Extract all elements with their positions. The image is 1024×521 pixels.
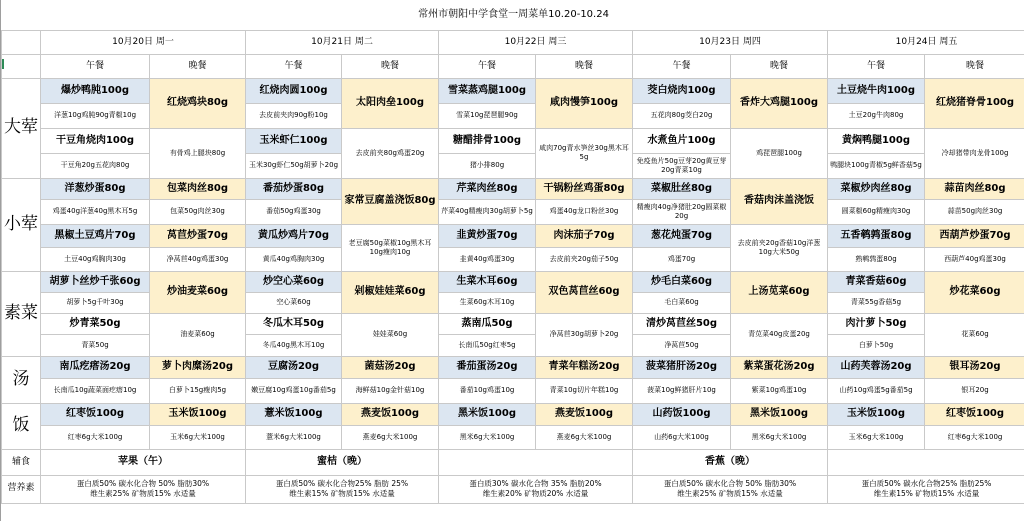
nutrition-line: 蛋白质50% 碳水化合物 50% 脂肪30% <box>663 479 797 489</box>
meal-lunch-fri: 午餐 <box>828 54 925 78</box>
ingredients: 冷却猪带肉龙骨100g <box>925 128 1024 178</box>
day-header-tue: 10月21日 周二 <box>246 30 439 54</box>
dish-name: 炒花菜60g <box>925 271 1024 313</box>
meal-dinner-wed: 晚餐 <box>536 54 633 78</box>
nutrition-mon <box>41 475 246 503</box>
ingredients: 海鲜菇10g金针菇10g <box>342 378 439 403</box>
ingredients: 花菜60g <box>925 313 1024 356</box>
nutrition-line: 蛋白质30% 碳水化合物 35% 脂肪20% <box>469 479 602 489</box>
dish-name: 菜椒炒肉丝80g <box>828 178 925 199</box>
category-rice: 饭 <box>2 403 41 449</box>
ingredients: 白萝卜15g瘦肉5g <box>150 378 246 403</box>
side-mon: 苹果（午） <box>41 449 246 475</box>
ingredients: 油麦菜60g <box>150 313 246 356</box>
dish-name: 山药饭100g <box>633 403 731 425</box>
ingredients: 西葫芦40g鸡蛋30g <box>925 247 1024 271</box>
dish-name: 冬瓜木耳50g <box>246 313 342 334</box>
ingredients: 山药10g鸡蛋5g番茄5g <box>828 378 925 403</box>
side-wed <box>439 449 633 475</box>
dish-name: 红烧鸡块80g <box>150 78 246 128</box>
dish-name: 菌菇汤20g <box>342 356 439 378</box>
dish-name: 紫菜蛋花汤20g <box>731 356 828 378</box>
ingredients: 五花肉80g茭白20g <box>633 103 731 128</box>
ingredients: 精瘦肉40g净猪肚20g圆菜椒20g <box>633 199 731 224</box>
dish-name: 番茄炒蛋80g <box>246 178 342 199</box>
dish-name: 生菜木耳60g <box>439 271 536 292</box>
dish-name: 银耳汤20g <box>925 356 1024 378</box>
nutrition-wed <box>439 475 633 503</box>
dish-name: 燕麦饭100g <box>536 403 633 425</box>
ingredients: 鸡蛋40g洋葱40g黑木耳5g <box>41 199 150 224</box>
ingredients: 红枣6g大米100g <box>925 425 1024 449</box>
category-small: 小荤 <box>2 178 41 271</box>
dish-name: 太阳肉垒100g <box>342 78 439 128</box>
ingredients: 黑米6g大米100g <box>731 425 828 449</box>
ingredients: 圆菜椒60g精瘦肉30g <box>828 199 925 224</box>
ingredients: 玉米6g大米100g <box>150 425 246 449</box>
meal-lunch-tue: 午餐 <box>246 54 342 78</box>
dish-name: 菜椒肚丝80g <box>633 178 731 199</box>
dish-name: 爆炒鸭肫100g <box>41 78 150 103</box>
dish-name: 洋葱炒蛋80g <box>41 178 150 199</box>
ingredients: 青菜10g切片年糕10g <box>536 378 633 403</box>
dish-name: 薏米饭100g <box>246 403 342 425</box>
day-header-fri: 10月24日 周五 <box>828 30 1024 54</box>
ingredients: 薏米6g大米100g <box>246 425 342 449</box>
dish-name: 红枣饭100g <box>925 403 1024 425</box>
dish-name: 炒油麦菜60g <box>150 271 246 313</box>
ingredients: 空心菜60g <box>246 292 342 313</box>
ingredients: 玉米30g虾仁50g胡萝卜20g <box>246 153 342 178</box>
nutrition-line: 蛋白质50% 碳水化合物 50% 脂肪30% <box>76 479 210 489</box>
dish-name: 南瓜疙瘩汤20g <box>41 356 150 378</box>
ingredients: 玉米6g大米100g <box>828 425 925 449</box>
weekly-menu-table <box>1 0 1024 504</box>
ingredients: 青菜50g <box>41 334 150 356</box>
ingredients: 韭黄40g鸡蛋30g <box>439 247 536 271</box>
dish-name: 菠菜猪肝汤20g <box>633 356 731 378</box>
dish-name: 香炸大鸡腿100g <box>731 78 828 128</box>
ingredients: 青菜55g香菇5g <box>828 292 925 313</box>
dish-name: 黑米饭100g <box>731 403 828 425</box>
dish-name: 咸肉慢笋100g <box>536 78 633 128</box>
ingredients: 去皮前夹80g鸡蛋20g <box>342 128 439 178</box>
dish-name: 香菇肉沫盖浇饭 <box>731 178 828 224</box>
ingredients: 去皮前夹肉90g粉10g <box>246 103 342 128</box>
meal-dinner-thu: 晚餐 <box>731 54 828 78</box>
dish-name: 黄瓜炒鸡片70g <box>246 224 342 247</box>
meal-dinner-tue: 晚餐 <box>342 54 439 78</box>
nutrition-line: 蛋白质50% 碳水化合物25% 脂肪25% <box>861 479 992 489</box>
ingredients: 菠菜10g鲜猪肝片10g <box>633 378 731 403</box>
corner-cell <box>2 54 41 78</box>
dish-name: 莴苣炒蛋70g <box>150 224 246 247</box>
dish-name: 黑椒土豆鸡片70g <box>41 224 150 247</box>
meal-lunch-thu: 午餐 <box>633 54 731 78</box>
dish-name: 家常豆腐盖浇饭80g <box>342 178 439 224</box>
ingredients: 鸭腿块100g青椒5g鲜香菇5g <box>828 153 925 178</box>
ingredients: 红枣6g大米100g <box>41 425 150 449</box>
category-side: 辅食 <box>2 449 41 475</box>
ingredients: 芹菜40g精瘦肉30g胡萝卜5g <box>439 199 536 224</box>
nutrition-line: 维生素25% 矿物质15% 水适量 <box>90 489 196 498</box>
nutrition-line: 维生素20% 矿物质20% 水适量 <box>482 489 589 498</box>
dish-name: 清炒莴苣丝50g <box>633 313 731 334</box>
dish-name: 干豆角烧肉100g <box>41 128 150 153</box>
ingredients: 雪菜10g琵琶腿90g <box>439 103 536 128</box>
dish-name: 西葫芦炒蛋70g <box>925 224 1024 247</box>
dish-name: 双色莴苣丝60g <box>536 271 633 313</box>
dish-name: 红烧猪脊骨100g <box>925 78 1024 128</box>
ingredients: 干豆角20g五花肉80g <box>41 153 150 178</box>
dish-name: 干锅粉丝鸡蛋80g <box>536 178 633 199</box>
dish-name: 燕麦饭100g <box>342 403 439 425</box>
meal-lunch-mon: 午餐 <box>41 54 150 78</box>
dish-name: 茭白烧肉100g <box>633 78 731 103</box>
side-fri <box>828 449 1024 475</box>
dish-name: 红烧肉圆100g <box>246 78 342 103</box>
ingredients: 黄瓜40g鸡胸肉30g <box>246 247 342 271</box>
ingredients: 蒜苗50g肉丝30g <box>925 199 1024 224</box>
dish-name: 豆腐汤20g <box>246 356 342 378</box>
ingredients: 青苋菜40g皮蛋20g <box>731 313 828 356</box>
ingredients: 老豆腐50g菜椒10g黑木耳10g瘦肉10g <box>342 224 439 271</box>
ingredients: 猪小排80g <box>439 153 536 178</box>
ingredients: 鸡蛋40g龙口粉丝30g <box>536 199 633 224</box>
day-header-mon: 10月20日 周一 <box>41 30 246 54</box>
ingredients: 包菜50g肉丝30g <box>150 199 246 224</box>
dish-name: 肉沫茄子70g <box>536 224 633 247</box>
meal-dinner-mon: 晚餐 <box>150 54 246 78</box>
ingredients: 燕麦6g大米100g <box>342 425 439 449</box>
ingredients: 山药6g大米100g <box>633 425 731 449</box>
dish-name: 韭黄炒蛋70g <box>439 224 536 247</box>
dish-name: 葱花炖蛋70g <box>633 224 731 247</box>
nutrition-line: 维生素15% 矿物质15% 水适量 <box>873 489 980 498</box>
ingredients: 冬瓜40g黑木耳10g <box>246 334 342 356</box>
category-big: 大荤 <box>2 78 41 178</box>
ingredients: 净莴苣50g <box>633 334 731 356</box>
ingredients: 胡萝卜5g千叶30g <box>41 292 150 313</box>
dish-name: 番茄蛋汤20g <box>439 356 536 378</box>
dish-name: 水煮鱼片100g <box>633 128 731 153</box>
dish-name: 糖醋排骨100g <box>439 128 536 153</box>
dish-name: 蒸南瓜50g <box>439 313 536 334</box>
ingredients: 番茄10g鸡蛋10g <box>439 378 536 403</box>
ingredients: 黑米6g大米100g <box>439 425 536 449</box>
ingredients: 毛白菜60g <box>633 292 731 313</box>
dish-name: 萝卜肉糜汤20g <box>150 356 246 378</box>
ingredients: 嫩豆腐10g鸡蛋10g番茄5g <box>246 378 342 403</box>
ingredients: 去皮前夹20g茄子50g <box>536 247 633 271</box>
dish-name: 山药芙蓉汤20g <box>828 356 925 378</box>
ingredients: 银耳20g <box>925 378 1024 403</box>
nutrition-line: 维生素25% 矿物质15% 水适量 <box>677 489 783 498</box>
ingredients: 长南瓜10g蔬菜面疙瘩10g <box>41 378 150 403</box>
dish-name: 蒜苗肉丝80g <box>925 178 1024 199</box>
dish-name: 黄焖鸭腿100g <box>828 128 925 153</box>
ingredients: 紫菜10g鸡蛋10g <box>731 378 828 403</box>
meal-dinner-fri: 晚餐 <box>925 54 1024 78</box>
ingredients: 鸡蛋70g <box>633 247 731 271</box>
page-title: 常州市朝阳中学食堂一周菜单10.20-10.24 <box>418 9 609 20</box>
day-header-wed: 10月22日 周三 <box>439 30 633 54</box>
ingredients: 净莴苣40g鸡蛋30g <box>150 247 246 271</box>
ingredients: 鸡琵琶腿100g <box>731 128 828 178</box>
ingredients: 土豆40g鸡胸肉30g <box>41 247 150 271</box>
ingredients: 净莴苣30g胡萝卜20g <box>536 313 633 356</box>
dish-name: 土豆烧牛肉100g <box>828 78 925 103</box>
nutrition-thu <box>633 475 828 503</box>
day-header-thu: 10月23日 周四 <box>633 30 828 54</box>
ingredients: 燕麦6g大米100g <box>536 425 633 449</box>
ingredients: 咸肉70g青水笋丝30g黑木耳5g <box>536 128 633 178</box>
dish-name: 上汤苋菜60g <box>731 271 828 313</box>
ingredients: 有骨鸡上腿块80g <box>150 128 246 178</box>
dish-name: 青菜年糕汤20g <box>536 356 633 378</box>
dish-name: 玉米饭100g <box>828 403 925 425</box>
dish-name: 雪菜蒸鸡腿100g <box>439 78 536 103</box>
ingredients: 白萝卜50g <box>828 334 925 356</box>
nutrition-tue <box>246 475 439 503</box>
dish-name: 炒空心菜60g <box>246 271 342 292</box>
ingredients: 生菜60g木耳10g <box>439 292 536 313</box>
ingredients: 番茄50g鸡蛋30g <box>246 199 342 224</box>
corner-cell <box>2 30 41 54</box>
dish-name: 红枣饭100g <box>41 403 150 425</box>
dish-name: 剁椒娃娃菜60g <box>342 271 439 313</box>
dish-name: 包菜肉丝80g <box>150 178 246 199</box>
dish-name: 青菜香菇60g <box>828 271 925 292</box>
side-tue: 蜜桔（晚） <box>246 449 439 475</box>
category-soup: 汤 <box>2 356 41 403</box>
ingredients: 熟鹌鹑蛋80g <box>828 247 925 271</box>
nutrition-line: 蛋白质50% 碳水化合物25% 脂肪 25% <box>275 479 409 489</box>
ingredients: 娃娃菜60g <box>342 313 439 356</box>
nutrition-line: 维生素15% 矿物质15% 水适量 <box>289 489 395 498</box>
category-nutrition: 营养素 <box>2 475 41 503</box>
ingredients: 长南瓜50g红枣5g <box>439 334 536 356</box>
ingredients: 去皮前夹20g香菇10g洋葱10g大米50g <box>731 224 828 271</box>
side-thu: 香蕉（晚） <box>633 449 828 475</box>
dish-name: 五香鹌鹑蛋80g <box>828 224 925 247</box>
ingredients: 土豆20g牛肉80g <box>828 103 925 128</box>
nutrition-fri <box>828 475 1024 503</box>
dish-name: 玉米虾仁100g <box>246 128 342 153</box>
ingredients: 免疫鱼片50g豆芽20g黄豆芽20g青菜10g <box>633 153 731 178</box>
dish-name: 黑米饭100g <box>439 403 536 425</box>
meal-lunch-wed: 午餐 <box>439 54 536 78</box>
dish-name: 玉米饭100g <box>150 403 246 425</box>
dish-name: 炒青菜50g <box>41 313 150 334</box>
category-veg: 素菜 <box>2 271 41 356</box>
dish-name: 炒毛白菜60g <box>633 271 731 292</box>
dish-name: 胡萝卜丝炒千张60g <box>41 271 150 292</box>
ingredients: 洋葱10g鸡肫90g青椒10g <box>41 103 150 128</box>
dish-name: 芹菜肉丝80g <box>439 178 536 199</box>
dish-name: 肉汁萝卜50g <box>828 313 925 334</box>
